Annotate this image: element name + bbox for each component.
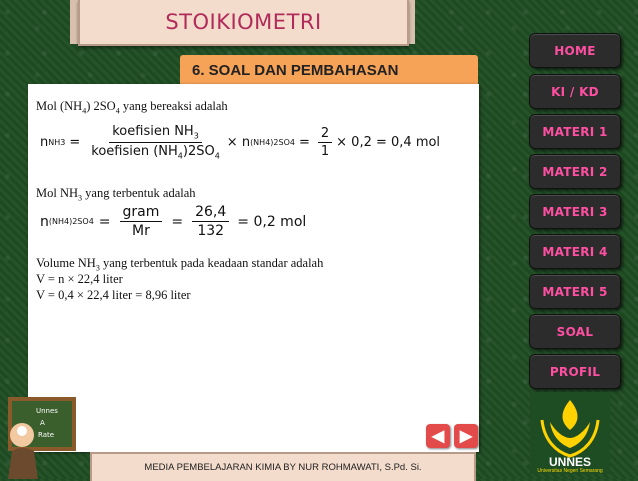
text-line-3: Volume $NH_3$ yang terbentuk pada keadaan standar adalah — [36, 256, 324, 273]
page-navigation — [426, 424, 478, 448]
title-banner — [78, 0, 409, 46]
nav-materi-2-button[interactable]: MATERI 2 — [529, 154, 621, 189]
nav-home-button[interactable]: HOME — [529, 33, 621, 68]
logo-name: UNNES — [548, 455, 591, 469]
teacher-illustration-icon — [0, 395, 78, 479]
board-text-2: A — [40, 419, 45, 427]
nav-materi-3-button[interactable]: MATERI 3 — [529, 194, 621, 229]
equation-1: n NH3 = $\frac{koefisien NH_3}{koefisien (NH_4)2SO_4}$ × n (NH4)2SO4 = $\frac{2}{1}$ × 0,2 = 0,4 mol — [40, 124, 441, 161]
next-arrow-icon[interactable]: ▶ — [454, 424, 478, 448]
footer-banner — [90, 452, 476, 481]
board-text-3: Rate — [38, 431, 55, 439]
nav-soal-button[interactable]: SOAL — [529, 314, 621, 349]
prev-arrow-icon[interactable]: ◀ — [426, 424, 450, 448]
section-tab — [180, 55, 478, 85]
nav-ki-kd-button[interactable]: KI / KD — [529, 74, 621, 109]
board-text-1: Unnes — [36, 407, 58, 415]
footer-text: MEDIA PEMBELAJARAN KIMIA BY NUR ROHMAWATI, S.Pd. Si. — [144, 462, 422, 473]
nav-materi-1-button[interactable]: MATERI 1 — [529, 114, 621, 149]
section-title: 6. SOAL DAN PEMBAHASAN — [192, 61, 399, 79]
page-title: STOIKIOMETRI — [165, 10, 322, 34]
text-line-5: V = 0,4 × 22,4 liter = 8,96 liter — [36, 288, 191, 302]
nav-materi-5-button[interactable]: MATERI 5 — [529, 274, 621, 309]
content-panel — [28, 84, 479, 452]
text-line-2: Mol $NH_3$ yang terbentuk adalah — [36, 186, 196, 203]
text-line-4: V = n × 22,4 liter — [36, 272, 123, 286]
nav-profil-button[interactable]: PROFIL — [529, 354, 621, 389]
logo-subtitle: Universitas Negeri Semarang — [537, 468, 603, 474]
equation-2: n (NH4)2SO4 = $\frac{\text{gram}}{Mr}$ = $\frac{26,4}{132}$ = 0,2 mol — [40, 204, 307, 239]
nav-materi-4-button[interactable]: MATERI 4 — [529, 234, 621, 269]
text-line-1: Mol $(NH_4)$ $2SO_4$ yang bereaksi adalah — [36, 99, 228, 116]
